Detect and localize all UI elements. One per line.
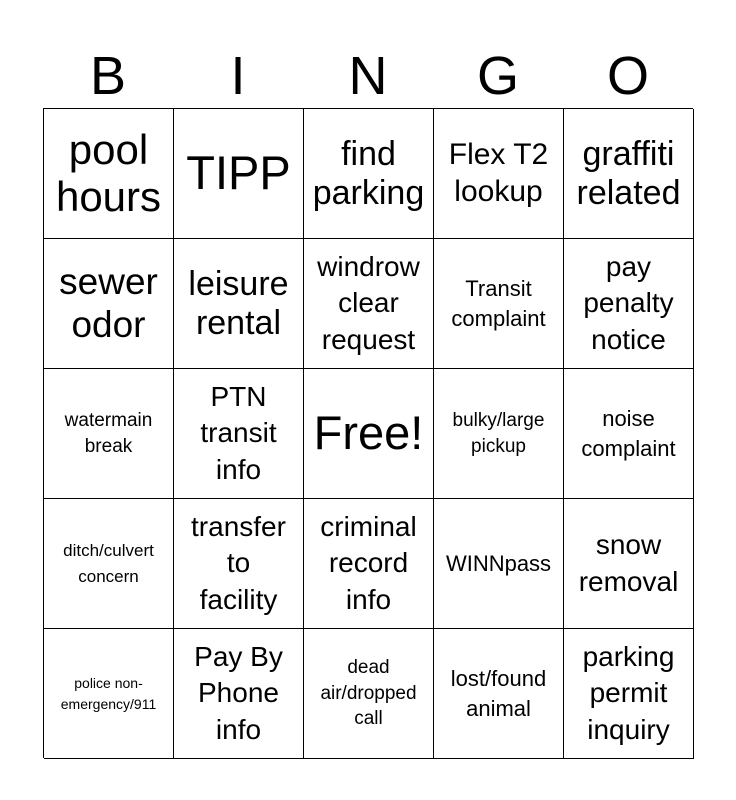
cell-label: windrow clear request <box>317 250 420 355</box>
bingo-header <box>43 44 693 108</box>
cell-label: find parking <box>312 134 425 212</box>
bingo-cell-pay-by-phone-info[interactable] <box>174 629 304 759</box>
bingo-cell-pay-penalty-notice[interactable] <box>564 239 694 369</box>
bingo-cell-ptn-transit-info[interactable] <box>174 369 304 499</box>
cell-label: dead air/dropped call <box>320 657 417 730</box>
cell-label: graffiti related <box>576 134 681 212</box>
cell-label: noise complaint <box>581 406 676 461</box>
bingo-cell-police-non-emergency[interactable] <box>44 629 174 759</box>
header-letter-b: B <box>89 46 127 106</box>
bingo-cell-dead-air-dropped-call[interactable] <box>304 629 434 759</box>
bingo-cell-winnpass[interactable] <box>434 499 564 629</box>
cell-label: Flex T2 lookup <box>448 137 549 208</box>
cell-label: PTN transit info <box>200 380 277 485</box>
bingo-cell-leisure-rental[interactable] <box>174 239 304 369</box>
bingo-grid <box>43 108 693 758</box>
cell-label: parking permit inquiry <box>582 640 675 745</box>
header-letter-o: O <box>606 46 649 106</box>
bingo-cell-transfer-to-facility[interactable] <box>174 499 304 629</box>
bingo-cell-windrow-clear-request[interactable] <box>304 239 434 369</box>
bingo-cell-find-parking[interactable] <box>304 109 434 239</box>
cell-label: sewer odor <box>59 260 158 345</box>
cell-label: Transit complaint <box>451 276 546 331</box>
bingo-cell-parking-permit-inquiry[interactable] <box>564 629 694 759</box>
cell-label: pay penalty notice <box>583 250 674 355</box>
cell-label: TIPP <box>186 146 291 200</box>
cell-label: Pay By Phone info <box>194 640 283 745</box>
bingo-cell-criminal-record-info[interactable] <box>304 499 434 629</box>
cell-label: leisure rental <box>188 264 289 342</box>
bingo-cell-watermain-break[interactable] <box>44 369 174 499</box>
bingo-cell-tipp[interactable] <box>174 109 304 239</box>
bingo-cell-free-space[interactable] <box>304 369 434 499</box>
header-letter-g: G <box>476 46 519 106</box>
cell-label: criminal record info <box>320 510 417 615</box>
bingo-cell-transit-complaint[interactable] <box>434 239 564 369</box>
cell-label: pool hours <box>55 126 162 220</box>
bingo-cell-pool-hours[interactable] <box>44 109 174 239</box>
bingo-cell-bulky-large-pickup[interactable] <box>434 369 564 499</box>
cell-label: bulky/large pickup <box>452 409 545 457</box>
bingo-cell-graffiti-related[interactable] <box>564 109 694 239</box>
bingo-cell-noise-complaint[interactable] <box>564 369 694 499</box>
cell-label: WINNpass <box>445 550 552 576</box>
cell-label: watermain break <box>64 409 153 457</box>
header-letter-n: N <box>348 46 388 106</box>
bingo-cell-snow-removal[interactable] <box>564 499 694 629</box>
cell-label: police non- emergency/911 <box>60 674 157 712</box>
cell-label: Free! <box>313 406 424 460</box>
cell-label: transfer to facility <box>191 510 286 615</box>
bingo-cell-sewer-odor[interactable] <box>44 239 174 369</box>
header-letter-i: I <box>230 46 246 106</box>
bingo-cell-ditch-culvert-concern[interactable] <box>44 499 174 629</box>
cell-label: snow removal <box>578 529 679 597</box>
cell-label: lost/found animal <box>450 666 547 721</box>
bingo-cell-flex-t2-lookup[interactable] <box>434 109 564 239</box>
cell-label: ditch/culvert concern <box>63 541 154 586</box>
bingo-cell-lost-found-animal[interactable] <box>434 629 564 759</box>
